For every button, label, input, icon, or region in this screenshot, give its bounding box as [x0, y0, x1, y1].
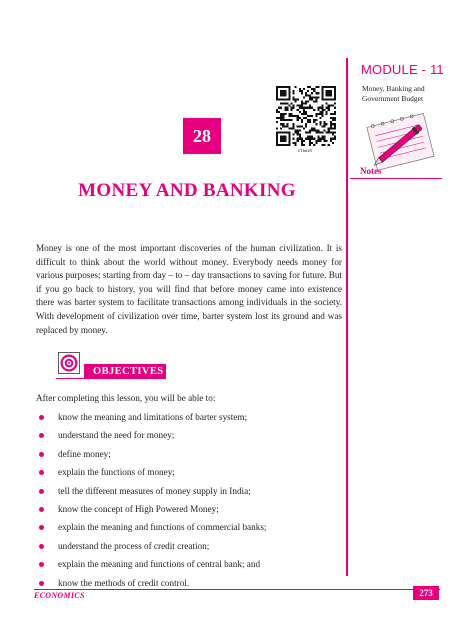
- list-item: [36, 521, 346, 539]
- bullet-icon: [39, 415, 44, 420]
- list-item-text: know the meaning and limitations of barter system;: [58, 412, 248, 422]
- margin-rule: [346, 58, 348, 576]
- list-item: [36, 485, 346, 503]
- list-item-text: understand the need for money;: [58, 430, 175, 441]
- bullet-icon: [39, 544, 44, 549]
- list-item-text: explain the functions of money;: [58, 467, 175, 478]
- bullet-icon: [39, 507, 44, 512]
- list-item-text: know the concept of High Powered Money;: [58, 503, 219, 514]
- module-title: MODULE - 11: [361, 62, 444, 77]
- intro-paragraph: Money is one of the most important discoveries of the human civilization. It is difficult to think about the world without money. Everybody needs money for various purposes; starting from day – to – day transactions to saving for future. But if you go back to history, you will find that before money came into existence there was barter system to facilitate transactions among individuals in the society. With development of civilization over time, barter system lost its ground and was replaced by money.: [36, 243, 342, 335]
- list-item: [36, 448, 346, 466]
- chapter-title: MONEY AND BANKING: [78, 180, 296, 201]
- qr-code-icon[interactable]: [276, 86, 336, 146]
- list-item: [36, 540, 346, 558]
- list-item-text: explain the meaning and functions of commercial banks;: [58, 522, 267, 533]
- list-item-text: understand the process of credit creation;: [58, 540, 210, 551]
- chapter-number: 28: [193, 125, 211, 146]
- list-item: [36, 558, 346, 576]
- bullet-icon: [39, 562, 44, 567]
- notes-label: Notes: [360, 166, 382, 176]
- qr-caption: 1/1bn28: [297, 148, 312, 153]
- list-item-text: explain the meaning and functions of central bank; and: [58, 559, 261, 570]
- list-item: [36, 429, 346, 447]
- objectives-lead: After completing this lesson, you will be able to:: [36, 393, 216, 403]
- chapter-number-badge: [183, 118, 221, 154]
- footer-subject: ECONOMICS: [34, 591, 85, 600]
- list-item: [36, 503, 346, 521]
- bullet-icon: [39, 452, 44, 457]
- bullet-icon: [39, 470, 44, 475]
- bullet-icon: [39, 581, 44, 586]
- bullet-icon: [39, 525, 44, 530]
- bullet-icon: [39, 433, 44, 438]
- objectives-list: [36, 411, 346, 595]
- footer-rule: [34, 589, 440, 590]
- list-item-text: define money;: [58, 448, 111, 459]
- list-item: [36, 466, 346, 484]
- objectives-banner: OBJECTIVES: [84, 364, 166, 379]
- bullet-icon: [39, 489, 44, 494]
- list-item: [36, 411, 346, 429]
- module-subtitle: Money, Banking and Government Budget: [362, 84, 425, 103]
- target-icon: [58, 352, 80, 374]
- list-item-text: tell the different measures of money supply in India;: [58, 485, 251, 496]
- page-number: 273: [413, 586, 439, 600]
- list-item-text: know the methods of credit control.: [58, 577, 190, 588]
- notes-divider: [350, 178, 442, 179]
